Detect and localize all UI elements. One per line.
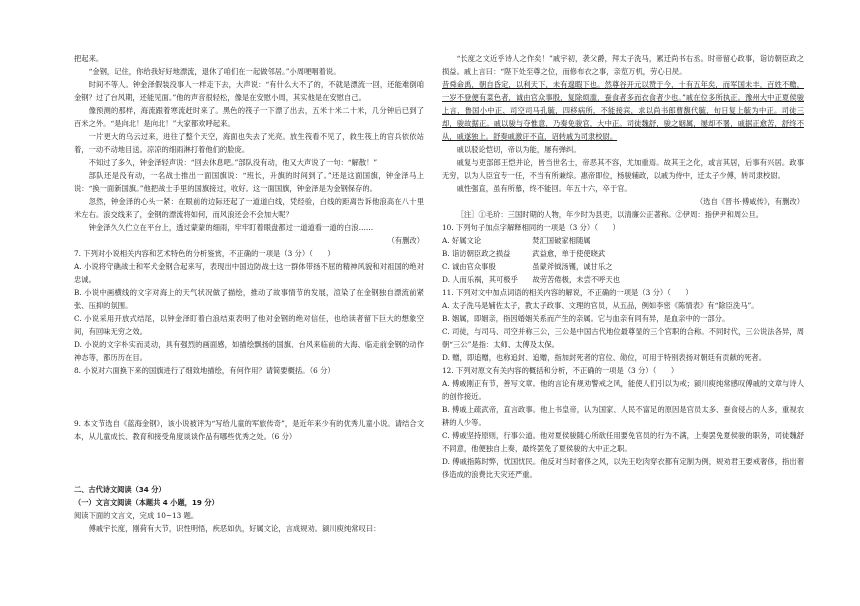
option-a: A. 小说将守礁战士和军犬金钢合起来写，表现出中国边防战士这一群体带扬不屈的精神风貌和对祖国的绝对忠诚。 (74, 262, 424, 284)
classical-text-start: 傅戚宇长度，刚荷有大节，识性明悟，疾恶如仇，好属文论，言成规劝。颍川庾纯常叹曰： (88, 524, 381, 533)
story-paragraph: 时间不等人。钟金泽假装没事人一样走下去，大声说：“有什么大不了的，不就是漂流一回，还能难倒咱金钢？过了台风期，还能见面。”他的声音很轻松，像是在安慰小周，其实他是在安慰自己。 (74, 80, 424, 102)
option-d: D. 傅戚指陈时弊，忧国忧民。他反对当时奢侈之风，以先王吃肉穿衣都有定制为例，规劝君王要戒奢侈，指出奢侈造成的浪费比天灾还严重。 (442, 457, 804, 479)
instruction: 阅读下面的文言文，完成 10~13 题。 (74, 511, 199, 520)
option-b: B. 傅戚上疏武帝，直言政事。他上书皇帝，认为国家、人民不富足的原因是官员太多、蚕食侵占的人多，重视农耕的人少等。 (442, 405, 804, 427)
story-paragraph: 钟金泽久久伫立在平台上，透过蒙蒙的细雨，牢牢盯着眼盘都过一道道看一道的白浪…… (88, 223, 374, 232)
answer-space (74, 443, 424, 483)
classical-paragraph: “长度之文近乎诗人之作矣！”戚宇初，袭父爵，拜太子洗马，累迁尚书右丞。时帝留心政事，诣访朝臣政之损益。戚上言曰：“陛下处至尊之位，而修布衣之事，亲览万机，劳心日昃。 (442, 54, 804, 76)
question-10: 10. 下列句子加点字解释相同的一项是（3 分）（ ） (442, 223, 620, 232)
option-b: B. 姻属，即姻亲，指因婚姻关系而产生的亲属。它与血亲有同有异，是血亲中的一部分。 (442, 314, 730, 323)
option-c: C. 诚由官众事殷 虽蒙斧钺汤镬，诚甘乐之 (442, 262, 613, 271)
question-7: 7. 下列对小说相关内容和艺术特色的分析鉴赏，不正确的一项是（3 分）（ ） (74, 249, 335, 258)
classical-paragraph-underlined: 昔舜命禹，朝自昏定，以利天下，未有遑暇下也。然尊谷开元以赞于今，十有五年矣，而军国未丰，百姓不赡，一岁不登便有菜色者，诚由官众事殷，复除烦滥，蚕食者多而衣食者少也。”戚在位多所执正。豫州大中正夏侯骏上言，鲁国小中正、司空司马孔毓，四移病所，不能接宾，求以尚书郎曹馥代毓，旬日复上毓为中正。司徒三却，骏故据正。戚以骏与夺惟意，乃奏免骏官，大中正。司徒魏舒，骏之姻属，屡却不署，戚据正愈苦，舒终不从，戚遂独上。舒奏戚激讦不直，诏转戚为司隶校尉。 (442, 80, 804, 141)
question-8: 8. 小说对六面换下来的国旗进行了细致地描绘，有何作用？请简要概括。（6 分） (74, 366, 335, 375)
option-a: A. 傅戚刚正有节，善写文章。他的言论有规劝警戒之风，能使人们引以为戒；颍川庾纯常感叹傅戚的文章与诗人的创作接近。 (442, 379, 804, 401)
option-c: C. 傅戚坚持原则，行事公道。他对夏侯骏随心所欲任用要免官员的行为不满，上奏罢免夏侯骏的职务，司徒魏舒不同意，他便独自上奏，最终罢免了夏侯骏的大中正之职。 (442, 431, 804, 453)
story-paragraph: 部队还是没有动，一名战士推出一面国旗说：“班长，升旗的时间到了。”还是这面国旗，钟金泽马上说：“换一面新国旗。”他把战士手里的国旗接过，收好。这一面国旗，钟金泽是为金钢保存的。 (74, 171, 424, 193)
classical-source: （选自《晋书·傅咸传》，有删改） (695, 197, 804, 206)
question-9: 9. 本文节选自《蓝海金钢》，该小说被评为“写给儿童的军旅传奇”，是近年来少有的优秀儿童小说。请结合文本，从儿童成长、教育和接受角度谈谈作品有哪些优秀之处。（6 分） (74, 419, 424, 441)
question-11: 11. 下列对文中加点词语的相关内容的解说，不正确的一项是（3 分）（ ） (442, 288, 693, 297)
left-column (74, 52, 424, 535)
annotation-note: ［注］①毛玠：三国时期的人物，年少时为县吏，以清廉公正著称。②伊周：指伊尹和周公旦。 (456, 210, 764, 219)
option-b: B. 诣访朝臣政之损益 武益愈，单于使使晓武 (442, 249, 606, 258)
right-column (442, 52, 804, 481)
classical-paragraph: 戚复与吏部郎王恺并论，皆当世名士，帝恶其不容，尤加重焉。故其王之化，或言其居，后事有兴居。政事无穷，以为人臣宜专一任，不当有所兼综。惠帝即位，杨骏辅政，以戚为侍中，迁太子少傅，转司隶校尉。 (442, 158, 804, 180)
story-paragraph: “金钢，记住，你给我好好地漂流，退休了咱们在一起做邻居。”小周哽咽着说。 (88, 67, 341, 76)
option-a: A. 太子洗马是辅佐太子，教太子政事、文理的官员，从五品，例如李密《陈情表》有“除臣洗马”。 (442, 301, 759, 310)
story-source: （有删改） (387, 236, 424, 245)
option-d: D. 小说的文字朴实而灵动，具有强烈的画面感，如描绘飘扬的国旗、台风来临前的大海、临走前金钢的动作神态等，都历历在目。 (74, 340, 424, 362)
question-12: 12. 下列对原文有关内容的概括和分析，不正确的一项是（3 分）（ ） (442, 366, 679, 375)
classical-paragraph: 戚性强直，虽有所慕，终不能回。年五十六，卒于官。 (456, 184, 632, 193)
classical-paragraph: 戚以驳论恺切，帝以为能，屡有弹纠。 (456, 145, 581, 154)
story-paragraph: 把起来。 (74, 54, 104, 63)
option-c: C. 司徒，与司马、司空并称三公，三公是中国古代地位最尊显的三个官职的合称。不同时代，三公说法各异，周朝“三公”是指：太师、太傅及太保。 (442, 327, 804, 349)
story-paragraph: 像预测的那样，海流跟着寒流赶时来了。黑色的筏子一下漂了出去，五米十米二十米，几分钟后已到了百米之外。“是向北！是向北！”大家都欢呼起来。 (74, 106, 424, 128)
option-b: B. 小说中画横线的文字对海上的天气状况做了描绘，推动了故事情节的发展，渲染了在金钢独自漂流前紧张、压抑的氛围。 (74, 288, 424, 310)
subsection-title: （一）文言文阅读（本题共 4 小题，19 分） (74, 498, 219, 507)
story-paragraph: 一片更大的乌云过来，进往了整个天空，海面也失去了光亮。放生筏看不见了，救生筏上的官兵依依站着，一动不动地目送。凉凉的细雨淋打着他们的脸庞。 (74, 132, 424, 154)
option-d: D. 赠，即追赠，也称追封、追赠，指加封死者的官位、勋位，可用于特别表扬对朝廷有贡献的死者。 (442, 353, 766, 362)
option-a: A. 好属文论 焚汇国破家相随属 (442, 236, 591, 245)
option-d: D. 人而乐祸，其可极乎 故劳苦倦极，未尝不呼天也 (442, 275, 621, 284)
option-c: C. 小说采用开放式结尾，以钟金泽盯着白浪结束表明了他对金钢的绝对信任，也给读者留下巨大的想象空间，有回味无穷之效。 (74, 314, 424, 336)
answer-space (74, 377, 424, 417)
story-paragraph: 不知过了多久，钟金泽轻声说：“回去休息吧。”部队没有动，他又大声说了一句：“解散！” (88, 158, 378, 167)
section-title: 二、古代诗文阅读（34 分） (74, 485, 166, 494)
story-paragraph: 忽然，钟金泽的心头一紧：在眼前的边际还起了一道道白线，凭经验，白线的距离告诉他浪高在八十里米左右。浪交线来了，金钢的漂流将如何，而风浪还会不会加大呢？ (74, 197, 424, 219)
